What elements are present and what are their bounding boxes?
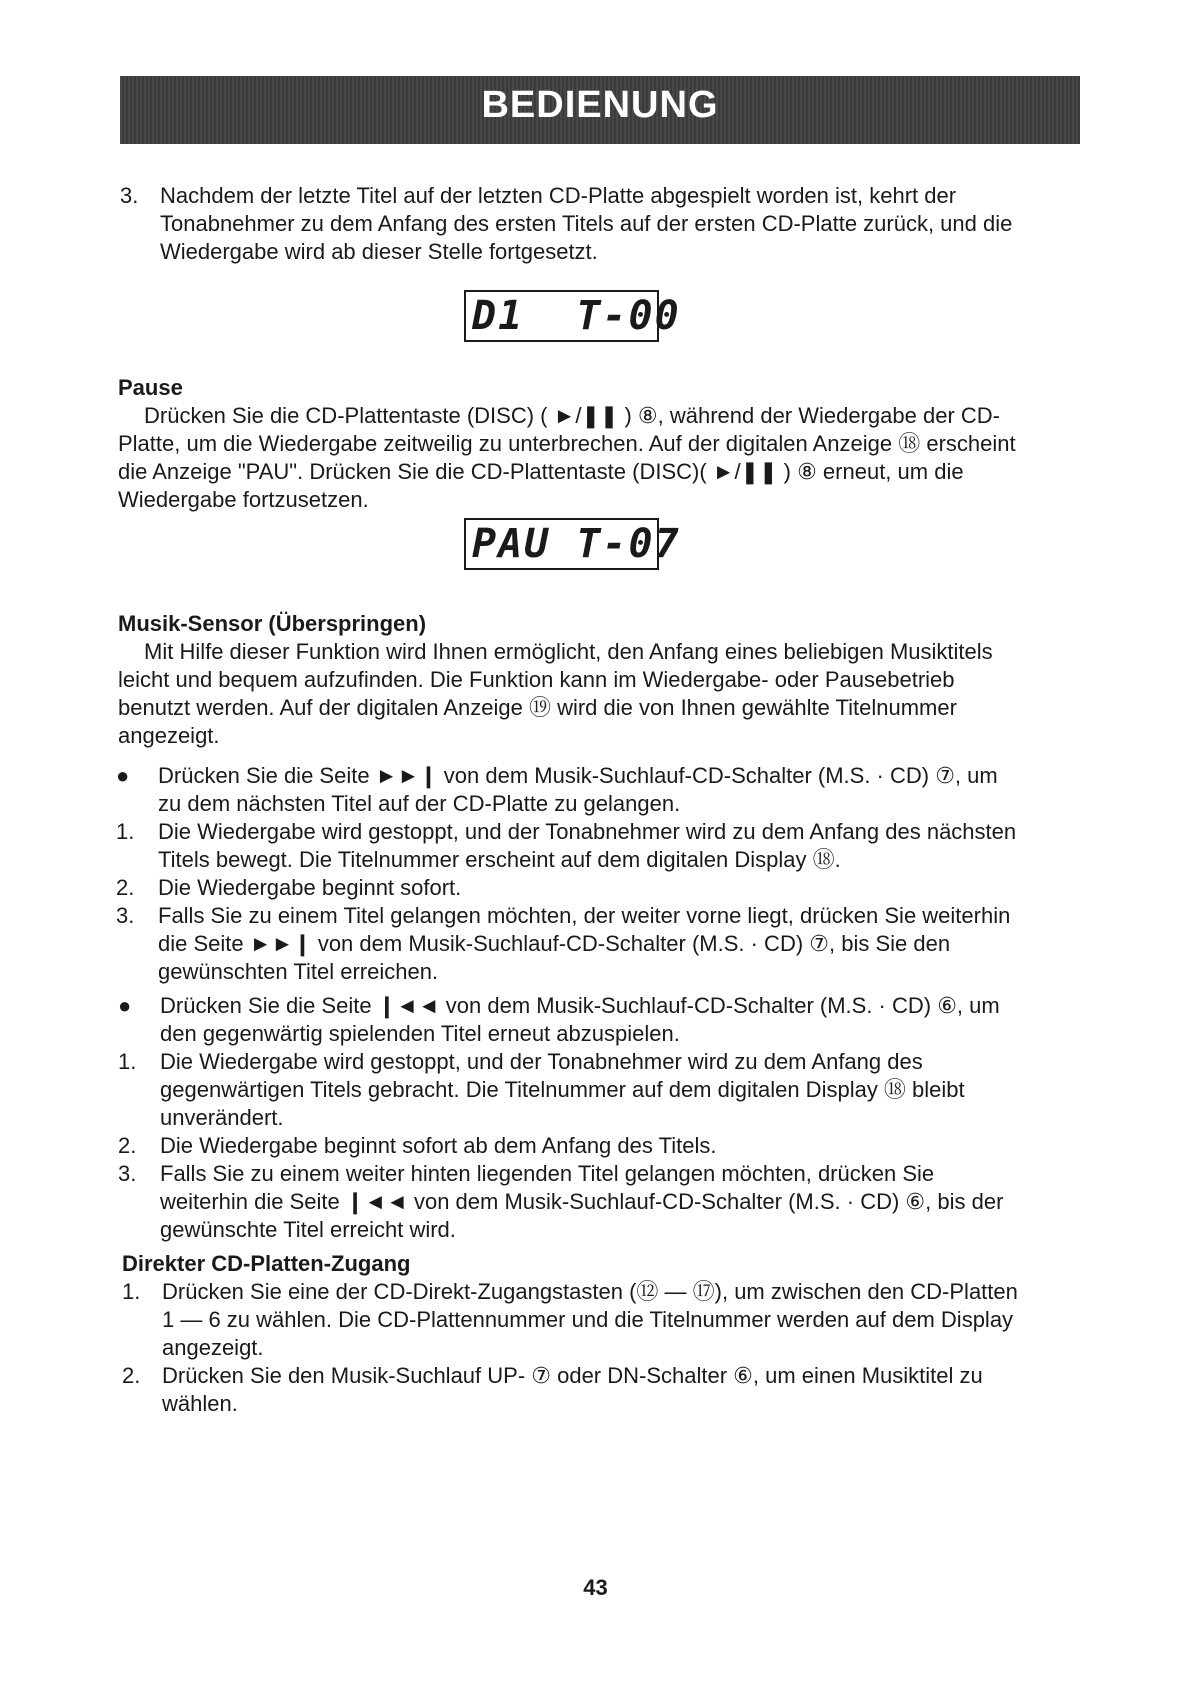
item-text: Die Wiedergabe beginnt sofort.: [158, 875, 462, 900]
list-item: [116, 762, 1026, 818]
list-item: [120, 182, 1060, 266]
bullet-icon: ●: [116, 763, 130, 788]
item-number: 3.: [118, 1161, 137, 1186]
header-band: [120, 76, 1080, 144]
item-text: Nachdem der letzte Titel auf der letzten CD-Platte abgespielt worden ist, kehrt der Tonabnehmer zu dem Anfang des ersten Titels auf der ersten CD-Platte zurück, und die Wiedergabe wird ab dieser Stelle fortgesetzt.: [160, 183, 1013, 264]
list-item: [118, 1160, 1028, 1244]
pause-heading: Pause: [118, 375, 183, 400]
music-sensor-intro: Mit Hilfe dieser Funktion wird Ihnen ermöglicht, den Anfang eines beliebigen Musiktitels leicht und bequem aufzufinden. Die Funktion kann im Wiedergabe- oder Pausebetrieb benutzt werden. Auf der digitalen Anzeige ⑲ wird die von Ihnen gewählte Titelnummer angezeigt.: [118, 639, 993, 748]
skip-forward-list: [116, 762, 1026, 986]
item-text: Die Wiedergabe wird gestoppt, und der Tonabnehmer wird zu dem Anfang des gegenwärtigen Titels gebracht. Die Titelnummer auf dem digitalen Display ⑱ bleibt unverändert.: [160, 1049, 965, 1130]
item-number: 2.: [118, 1133, 137, 1158]
list-item: [116, 874, 1026, 902]
item-number: 2.: [122, 1363, 141, 1388]
list-item: [116, 902, 1026, 986]
lcd-display-pause: PAU T-07: [464, 518, 659, 570]
music-sensor-section: [118, 610, 1023, 750]
intro-step: [120, 182, 1060, 266]
item-text: Drücken Sie die Seite ❙◄◄ von dem Musik-Suchlauf-CD-Schalter (M.S. · CD) ⑥, um den gegenwärtig spielenden Titel erneut abzuspielen.: [160, 993, 1000, 1046]
item-text: Drücken Sie die Seite ►►❙ von dem Musik-Suchlauf-CD-Schalter (M.S. · CD) ⑦, um zu dem nächsten Titel auf der CD-Platte zu gelangen.: [158, 763, 998, 816]
skip-back-list: [118, 992, 1028, 1244]
list-item: [118, 992, 1028, 1048]
item-number: 2.: [116, 875, 135, 900]
list-item: [116, 818, 1026, 874]
lcd-display-disc-track: D1 T-00: [464, 290, 659, 342]
pause-text: Drücken Sie die CD-Plattentaste (DISC) ( ►/❚❚ ) ⑧, während der Wiedergabe der CD-Platte, um die Wiedergabe zeitweilig zu unterbrechen. Auf der digitalen Anzeige ⑱ erscheint die Anzeige "PAU". Drücken Sie die CD-Plattentaste (DISC)( ►/❚❚ ) ⑧ erneut, um die Wiedergabe fortzusetzen.: [118, 403, 1016, 512]
item-number: 1.: [122, 1279, 141, 1304]
pause-section: [118, 374, 1018, 514]
page-title: BEDIENUNG: [481, 84, 719, 126]
direct-access-heading: Direkter CD-Platten-Zugang: [122, 1251, 411, 1276]
music-sensor-heading: Musik-Sensor (Überspringen): [118, 611, 427, 636]
item-text: Falls Sie zu einem Titel gelangen möchten, der weiter vorne liegt, drücken Sie weiterhin die Seite ►►❙ von dem Musik-Suchlauf-CD-Schalter (M.S. · CD) ⑦, bis Sie den gewünschten Titel erreichen.: [158, 903, 1011, 984]
item-text: Die Wiedergabe wird gestoppt, und der Tonabnehmer wird zu dem Anfang des nächsten Titels bewegt. Die Titelnummer erscheint auf dem digitalen Display ⑱.: [158, 819, 1017, 872]
page-number: 43: [583, 1575, 608, 1600]
item-number: 3.: [116, 903, 135, 928]
list-item: [122, 1278, 1032, 1362]
list-item: [118, 1048, 1028, 1132]
item-number: 1.: [116, 819, 135, 844]
list-item: [118, 1132, 1028, 1160]
item-number: 3.: [120, 183, 139, 208]
direct-access-section: [122, 1250, 1032, 1418]
item-text: Drücken Sie eine der CD-Direkt-Zugangstasten (⑫ — ⑰), um zwischen den CD-Platten 1 — 6 zu wählen. Die CD-Plattennummer und die Titelnummer werden auf dem Display angezeigt.: [162, 1279, 1018, 1360]
bullet-icon: ●: [118, 993, 132, 1018]
item-text: Drücken Sie den Musik-Suchlauf UP- ⑦ oder DN-Schalter ⑥, um einen Musiktitel zu wählen.: [162, 1363, 983, 1416]
item-number: 1.: [118, 1049, 137, 1074]
item-text: Falls Sie zu einem weiter hinten liegenden Titel gelangen möchten, drücken Sie weiterhin die Seite ❙◄◄ von dem Musik-Suchlauf-CD-Schalter (M.S. · CD) ⑥, bis der gewünschte Titel erreicht wird.: [160, 1161, 1004, 1242]
list-item: [122, 1362, 1032, 1418]
item-text: Die Wiedergabe beginnt sofort ab dem Anfang des Titels.: [160, 1133, 717, 1158]
